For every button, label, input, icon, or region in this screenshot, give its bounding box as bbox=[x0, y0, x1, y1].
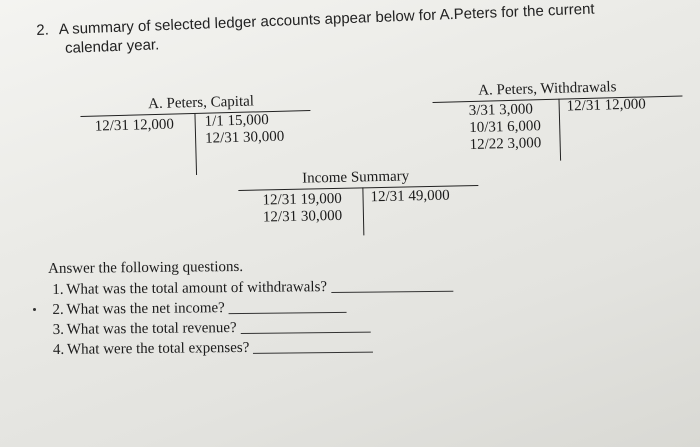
withdrawals-credit-side bbox=[566, 96, 646, 115]
problem-number: 2. bbox=[36, 21, 50, 39]
problem-statement bbox=[36, 0, 637, 58]
ledger-entry: 3/31 3,000 bbox=[468, 101, 534, 120]
ledger-entry: 12/31 49,000 bbox=[370, 187, 450, 206]
question-text: What was the total amount of withdrawals? bbox=[66, 279, 328, 298]
question-number: 2. bbox=[52, 301, 64, 318]
ledger-entry: 12/31 12,000 bbox=[566, 96, 647, 115]
answer-blank-1[interactable] bbox=[331, 291, 453, 293]
ledger-entry: 12/31 19,000 bbox=[262, 190, 342, 209]
t-account-vertical-line bbox=[558, 99, 561, 161]
income-summary-credit-side bbox=[370, 188, 450, 207]
ledger-entry: 10/31 6,000 bbox=[469, 118, 542, 137]
income-summary-debit-side bbox=[262, 191, 342, 227]
ledger-entry: 12/31 30,000 bbox=[204, 128, 285, 147]
question-number: 1. bbox=[52, 281, 64, 298]
problem-text-line2: calendar year. bbox=[64, 36, 160, 57]
ledger-entry: 12/22 3,000 bbox=[469, 135, 542, 154]
questions-intro: Answer the following questions. bbox=[48, 258, 244, 277]
questions-section bbox=[48, 257, 454, 360]
pencil-mark bbox=[33, 308, 36, 311]
answer-blank-3[interactable] bbox=[241, 332, 371, 334]
question-text: What was the total revenue? bbox=[66, 320, 237, 338]
question-text: What was the net income? bbox=[66, 300, 225, 318]
capital-debit-side bbox=[95, 117, 175, 136]
problem-text-line1: A summary of selected ledger accounts appear below for A.Peters for the current bbox=[58, 0, 595, 39]
t-account-vertical-line bbox=[194, 113, 197, 175]
withdrawals-debit-side bbox=[469, 101, 542, 154]
answer-blank-4[interactable] bbox=[253, 352, 373, 354]
account-title-income-summary: Income Summary bbox=[301, 168, 410, 187]
question-number: 4. bbox=[52, 341, 65, 358]
ledger-entry: 12/31 30,000 bbox=[262, 207, 343, 226]
account-title-withdrawals: A. Peters, Withdrawals bbox=[478, 79, 617, 99]
ledger-entry: 1/1 15,000 bbox=[204, 112, 270, 130]
question-text: What were the total expenses? bbox=[66, 339, 250, 358]
account-title-capital: A. Peters, Capital bbox=[147, 93, 255, 113]
answer-blank-2[interactable] bbox=[229, 312, 347, 314]
capital-credit-side bbox=[204, 112, 284, 148]
question-4 bbox=[49, 336, 454, 360]
question-number: 3. bbox=[52, 321, 65, 338]
ledger-entry: 12/31 12,000 bbox=[94, 116, 175, 135]
t-account-vertical-line bbox=[362, 187, 364, 235]
